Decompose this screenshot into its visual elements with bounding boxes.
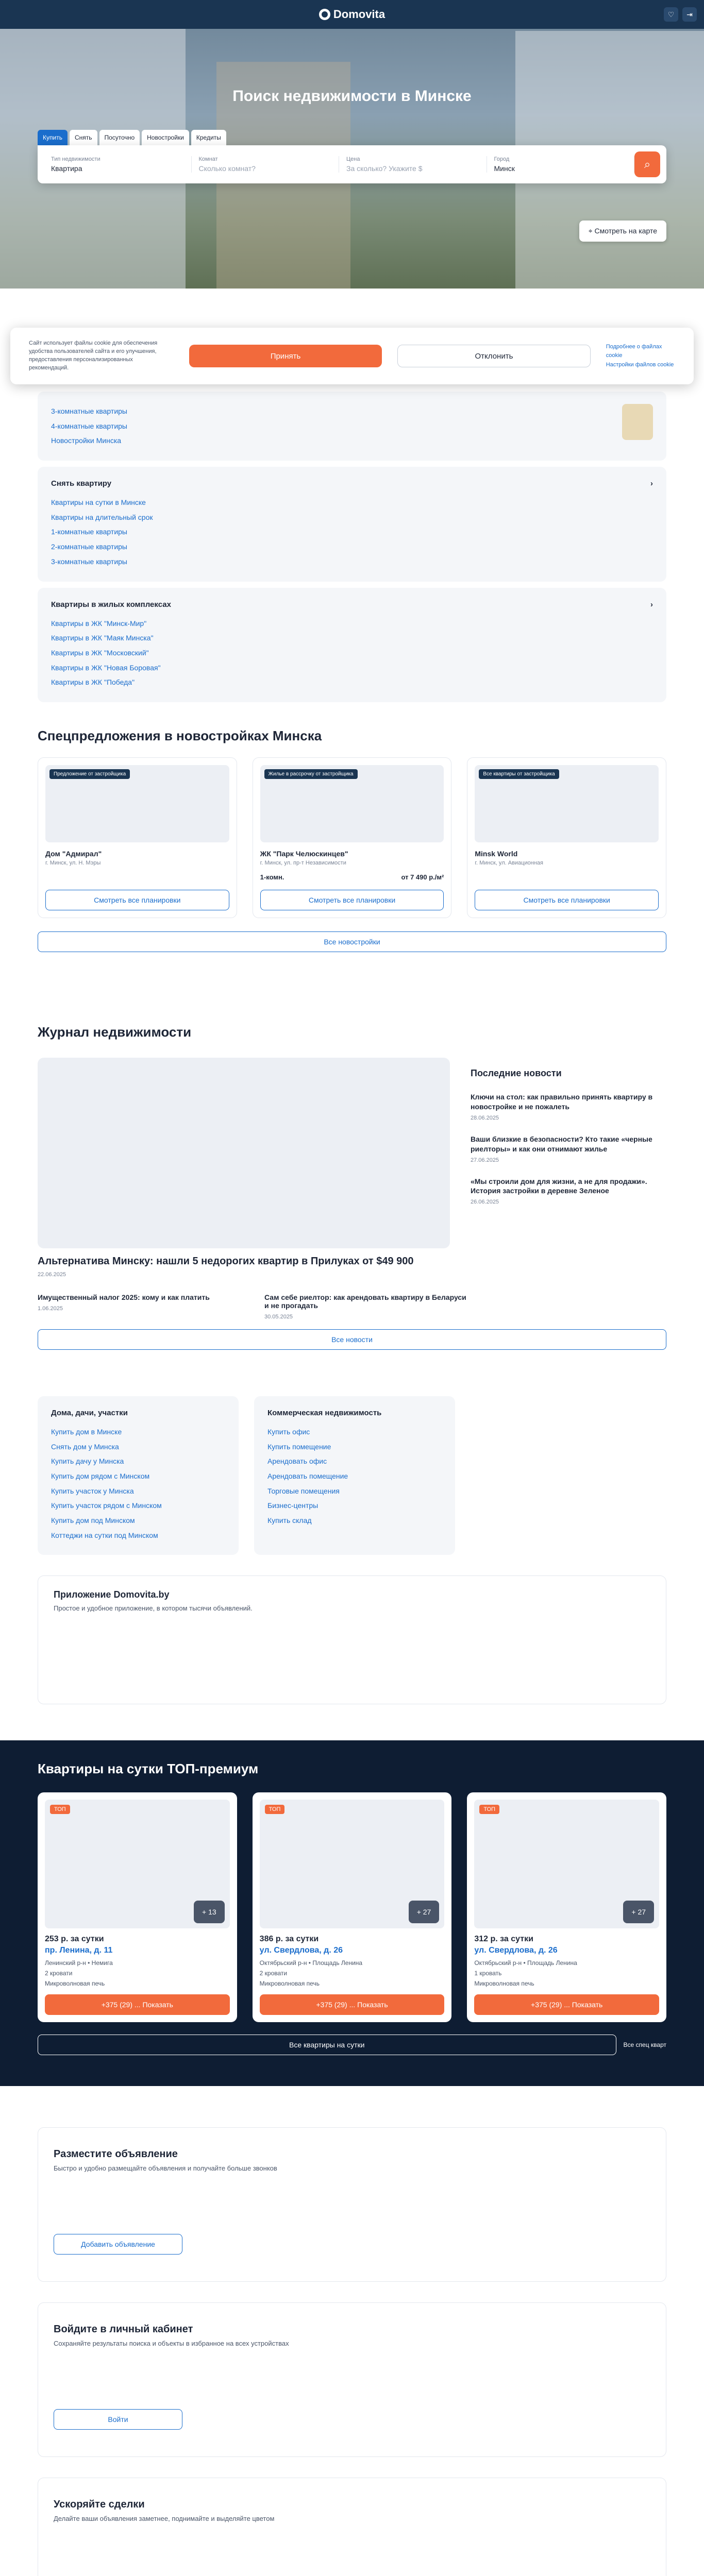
article-small[interactable]: Имущественный налог 2025: кому и как платить 1.06.2025: [38, 1293, 210, 1312]
chevron-right-icon: ›: [650, 479, 653, 488]
link-item[interactable]: 3-комнатные квартиры: [51, 407, 127, 415]
promo-card: Войдите в личный кабинет Сохраняйте результаты поиска и объекты в избранное на всех устройствах Войти: [38, 2302, 666, 2457]
premium-title: Квартиры на сутки ТОП-премиум: [38, 1761, 259, 1777]
premium-card[interactable]: ТОП + 27 312 р. за сутки ул. Свердлова, д. 26 Октябрьский р-н • Площадь Ленина 1 кровать Микроволновая печь +375 (29) ... Показать: [467, 1792, 666, 2022]
premium-section: Квартиры на сутки ТОП-премиум ТОП + 13 253 р. за сутки пр. Ленина, д. 11 Ленинский р-н • Немига 2 кровати Микроволновая печь +375 (29) ... Показать ТОП + 27 386 р. за сутки ул. Свердлова, д. 26 Октябрьский р-н • Площадь Ленина 2 кровати Микроволновая печь +375 (29) ... Показать ТОП + 27 312 р. за сутки ул. Свердлова, д. 26 Октябрьский р-н • Площадь Ленина 1 кровать Микроволновая печь +375 (29) ... Показать Все квартиры на сутки Все спец кварт: [0, 1740, 704, 2086]
tab-3[interactable]: Новостройки: [142, 130, 189, 145]
news-title: Последние новости: [471, 1067, 562, 1078]
search-box: [38, 145, 666, 183]
show-phone-button[interactable]: +375 (29) ... Показать: [474, 1994, 659, 2015]
tab-1[interactable]: Снять: [70, 130, 97, 145]
news-item[interactable]: Ваши близкие в безопасности? Кто такие «черные риелторы» и как они отнимают жилье 27.06.2025: [471, 1134, 652, 1163]
logo-icon: [319, 9, 330, 20]
rent-links: Снять квартиру › Квартиры на сутки в Минске Квартиры на длительный срок 1-комнатные квартиры 2-комнатные квартиры 3-комнатные квартиры: [38, 467, 666, 581]
link-item[interactable]: Купить склад: [267, 1516, 312, 1525]
cookie-text: Сайт использует файлы cookie для обеспечения удобства пользователей сайта и его улучшения, предоставления персонализированных рекомендаций.: [29, 340, 158, 371]
link-item[interactable]: Новостройки Минска: [51, 436, 122, 445]
search-icon: ⌕: [644, 158, 651, 171]
link-item[interactable]: Купить офис: [267, 1427, 310, 1436]
plans-button[interactable]: Смотреть все планировки: [260, 890, 444, 910]
link-item[interactable]: Квартиры в ЖК "Победа": [51, 678, 135, 687]
link-item[interactable]: 3-комнатные квартиры: [51, 557, 127, 566]
cookie-accept-button[interactable]: Принять: [189, 345, 382, 367]
search-field-1[interactable]: Комнат Сколько комнат?: [192, 156, 340, 173]
link-item[interactable]: Купить помещение: [267, 1442, 331, 1451]
cookie-decline-button[interactable]: Отклонить: [397, 345, 591, 367]
tab-2[interactable]: Посуточно: [99, 130, 140, 145]
cookie-banner: [10, 328, 694, 384]
link-item[interactable]: Купить дом под Минском: [51, 1516, 135, 1525]
link-item[interactable]: Купить дом рядом с Минском: [51, 1472, 150, 1480]
tab-0[interactable]: Купить: [38, 130, 68, 145]
complex-links: Квартиры в жилых комплексах › Квартиры в ЖК "Минск-Мир" Квартиры в ЖК "Маяк Минска" Квартиры в ЖК "Московский" Квартиры в ЖК "Новая Боровая" Квартиры в ЖК "Победа": [38, 588, 666, 702]
news-item[interactable]: «Мы строили дом для жизни, а не для продажи». История застройки в деревне Зеленое 26.06.2025: [471, 1177, 647, 1206]
premium-card[interactable]: ТОП + 13 253 р. за сутки пр. Ленина, д. 11 Ленинский р-н • Немига 2 кровати Микроволновая печь +375 (29) ... Показать: [38, 1792, 237, 2022]
show-phone-button[interactable]: +375 (29) ... Показать: [260, 1994, 445, 2015]
favorites-icon[interactable]: ♡: [664, 7, 678, 22]
link-item[interactable]: 4-комнатные квартиры: [51, 421, 127, 430]
special-card[interactable]: Предложение от застройщика Дом "Адмирал" г. Минск, ул. Н. Мэры Смотреть все планировки: [38, 757, 237, 918]
all-news-button[interactable]: Все новости: [38, 1329, 666, 1350]
link-item[interactable]: 2-комнатные квартиры: [51, 543, 127, 551]
link-item[interactable]: Торговые помещения: [267, 1486, 340, 1495]
link-item[interactable]: Купить дом в Минске: [51, 1427, 122, 1436]
promo-button[interactable]: Добавить объявление: [54, 2234, 182, 2255]
link-item[interactable]: Бизнес-центры: [267, 1501, 319, 1510]
show-phone-button[interactable]: +375 (29) ... Показать: [45, 1994, 230, 2015]
search-button[interactable]: [634, 151, 660, 177]
search-field-0[interactable]: Тип недвижимости Квартира: [44, 156, 192, 173]
top-header: [0, 0, 704, 29]
link-item[interactable]: Купить участок рядом с Минском: [51, 1501, 162, 1510]
link-item[interactable]: Арендовать офис: [267, 1457, 327, 1466]
map-button[interactable]: ⌖ Смотреть на карте: [579, 221, 666, 242]
buy-links: [38, 392, 666, 461]
special-card[interactable]: Жилье в рассрочку от застройщика ЖК "Парк Челюскинцев" г. Минск, ул. пр-т Независимости 1-комн. от 7 490 р./м² Смотреть все планировки: [253, 757, 452, 918]
link-item[interactable]: Квартиры на длительный срок: [51, 513, 153, 521]
hero: [0, 0, 704, 289]
all-new-button[interactable]: Все новостройки: [38, 931, 666, 952]
plans-button[interactable]: Смотреть все планировки: [475, 890, 659, 910]
promo-button[interactable]: Войти: [54, 2409, 182, 2430]
promo-card: Ускоряйте сделки Делайте ваши объявления заметнее, поднимайте и выделяйте цветом: [38, 2478, 666, 2576]
article-title[interactable]: Альтернатива Минску: нашли 5 недорогих квартир в Прилуках от $49 900: [38, 1255, 414, 1267]
article-image[interactable]: [38, 1058, 450, 1248]
link-item[interactable]: Снять дом у Минска: [51, 1442, 119, 1451]
site-logo[interactable]: Domovita: [319, 8, 385, 21]
link-item[interactable]: Коттеджи на сутки под Минском: [51, 1531, 158, 1539]
chevron-right-icon: ›: [650, 600, 653, 609]
login-icon[interactable]: ⇥: [682, 7, 697, 22]
link-item[interactable]: Квартиры в ЖК "Минск-Мир": [51, 619, 147, 628]
cookie-settings-link[interactable]: Настройки файлов: [606, 361, 656, 368]
cookie-links: Подробнее о файлах cookie Настройки файлов cookie: [606, 343, 674, 368]
link-item[interactable]: Купить участок у Минска: [51, 1486, 134, 1495]
link-item[interactable]: Арендовать помещение: [267, 1472, 348, 1480]
link-item[interactable]: Квартиры в ЖК "Московский": [51, 648, 149, 657]
category-box: Дома, дачи, участки Купить дом в Минске Снять дом у Минска Купить дачу у Минска Купить дом рядом с Минском Купить участок у Минска Купить участок рядом с Минском Купить дом под Минском Коттеджи на сутки под Минском: [38, 1396, 239, 1555]
all-daily-button[interactable]: Все квартиры на сутки: [38, 2035, 616, 2055]
premium-card[interactable]: ТОП + 27 386 р. за сутки ул. Свердлова, д. 26 Октябрьский р-н • Площадь Ленина 2 кровати Микроволновая печь +375 (29) ... Показать: [253, 1792, 452, 2022]
hero-title: Поиск недвижимости в Минске: [232, 88, 472, 105]
search-field-2[interactable]: Цена За сколько? Укажите $: [339, 156, 487, 173]
cookie-more-link[interactable]: Подробнее о: [606, 343, 640, 350]
link-item[interactable]: Квартиры в ЖК "Новая Боровая": [51, 663, 161, 672]
link-item[interactable]: 1-комнатные квартиры: [51, 528, 127, 536]
link-item[interactable]: Купить дачу у Минска: [51, 1457, 124, 1466]
plans-button[interactable]: Смотреть все планировки: [45, 890, 229, 910]
journal-title: Журнал недвижимости: [38, 1024, 192, 1040]
search-field-3[interactable]: Город Минск: [487, 156, 635, 173]
category-box: Коммерческая недвижимость Купить офис Купить помещение Арендовать офис Арендовать помещение Торговые помещения Бизнес-центры Купить склад: [254, 1396, 455, 1555]
promo-card: Разместите объявление Быстро и удобно размещайте объявления и получайте больше звонков Добавить объявление: [38, 2127, 666, 2282]
article-small[interactable]: Сам себе риелтор: как арендовать квартиру в Беларуси и не прогадать 30.05.2025: [264, 1293, 466, 1320]
link-item[interactable]: Квартиры на сутки в Минске: [51, 498, 146, 507]
tab-4[interactable]: Кредиты: [191, 130, 226, 145]
special-card[interactable]: Все квартиры от застройщика Minsk World г. Минск, ул. Авиационная Смотреть все планировки: [467, 757, 666, 918]
app-promo: Приложение Domovita.by Простое и удобное приложение, в котором тысячи объявлений.: [38, 1575, 666, 1704]
special-title: Спецпредложения в новостройках Минска: [38, 727, 322, 743]
house-illustration: [622, 404, 653, 440]
news-item[interactable]: Ключи на стол: как правильно принять квартиру в новостройке и не пожалеть 28.06.2025: [471, 1092, 653, 1121]
link-item[interactable]: Квартиры в ЖК "Маяк Минска": [51, 634, 154, 642]
